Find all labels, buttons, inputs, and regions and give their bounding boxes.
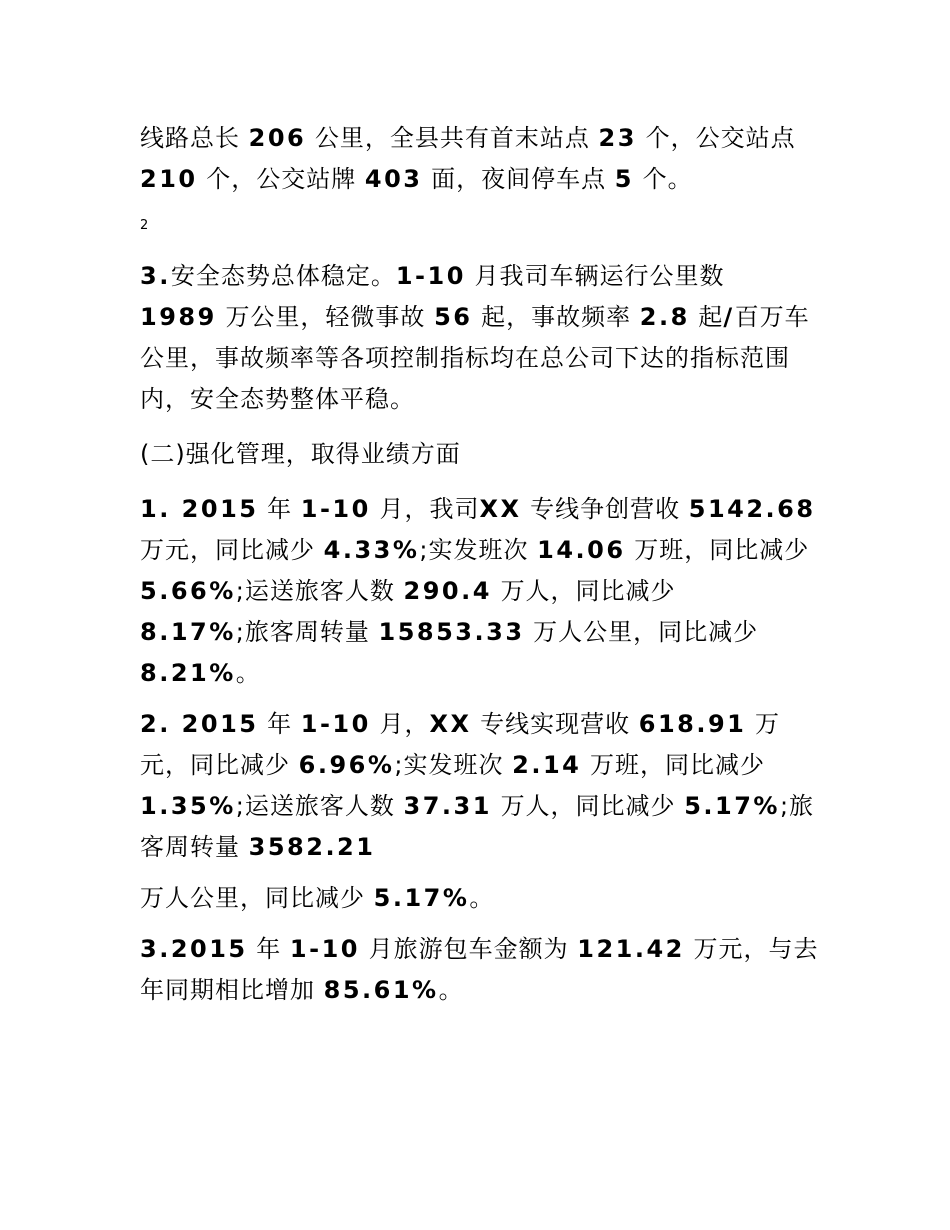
number: 1-10 (300, 495, 371, 523)
number: 290.4 (403, 577, 492, 605)
number: 23 (598, 124, 637, 152)
paragraph-line-two-continued (140, 878, 820, 919)
number: 15853.33 (378, 618, 525, 646)
number: 85.61% (323, 976, 439, 1004)
text: 。 (438, 976, 464, 1004)
number: 3582.21 (248, 833, 376, 861)
text: 。 (235, 659, 261, 687)
text: 个，公交站牌 (206, 165, 357, 193)
text: 个，公交站点 (645, 124, 796, 152)
text: 起 (698, 303, 724, 331)
number: 56 (434, 303, 473, 331)
number: 618.91 (638, 710, 747, 738)
text: 专线争创营收 (530, 495, 681, 523)
number: XX (479, 495, 522, 523)
text: 面，夜间停车点 (431, 165, 607, 193)
section-heading: (二)强化管理，取得业绩方面 (140, 440, 461, 468)
number: 4.33% (323, 536, 420, 564)
number: 1989 (140, 303, 217, 331)
paragraph-route-stats (140, 118, 820, 200)
number: 1-10 (395, 262, 466, 290)
text: 月， (379, 710, 430, 738)
text: 万人，同比减少 (500, 792, 676, 820)
number: / (723, 303, 735, 331)
number: 210 (140, 165, 198, 193)
number: 2.14 (512, 751, 582, 779)
number: 121.42 (577, 935, 685, 963)
text: 专线实现营收 (480, 710, 631, 738)
text: 年 (267, 710, 293, 738)
text: 万元，同比减少 (140, 536, 315, 564)
number: 5.66% (140, 577, 236, 605)
paragraph-tour-charter (140, 929, 820, 1011)
text: 月我司车辆运行公里数 (474, 262, 725, 290)
number: 5142.68 (688, 495, 816, 523)
text: 安全态势总体稳定。 (170, 262, 396, 290)
text: 线路总长 (140, 124, 240, 152)
text: 个。 (642, 165, 693, 193)
text: 万班，同比减少 (590, 751, 765, 779)
document-page (140, 118, 820, 1011)
number: 14.06 (537, 536, 626, 564)
paragraph-line-one-stats (140, 489, 820, 694)
text: 年 (267, 495, 293, 523)
text: 万元，与去年同期相比增加 (140, 935, 819, 1004)
number: 5.17% (684, 792, 780, 820)
number: 1-10 (300, 710, 371, 738)
text: 万班，同比减少 (634, 536, 810, 564)
text: 百万车公里，事故频率等各项控制指标均在总公司下达的指标范围内，安全态势整体平稳。 (140, 303, 810, 413)
text: 月旅游包车金额为 (368, 935, 569, 963)
text: 年 (256, 935, 282, 963)
text: 万人公里，同比减少 (533, 618, 759, 646)
number: 3.2015 (140, 935, 248, 963)
text: ;实发班次 (419, 536, 529, 564)
text: ;旅客周转量 (235, 618, 370, 646)
number: 2. 2015 (140, 710, 259, 738)
paragraph-safety (140, 256, 820, 420)
text: 月，我司 (379, 495, 480, 523)
number: 1.35% (140, 792, 236, 820)
paragraph-line-two-stats (140, 704, 820, 868)
number: 3. (140, 262, 171, 290)
number: XX (429, 710, 472, 738)
number: 6.96% (298, 751, 395, 779)
number: 1. 2015 (140, 495, 259, 523)
text: 起，事故频率 (481, 303, 632, 331)
number: 1-10 (289, 935, 360, 963)
number: 5 (614, 165, 634, 193)
text: 万人公里，同比减少 (140, 884, 365, 912)
number: 206 (248, 124, 307, 152)
number: 37.31 (403, 792, 492, 820)
text: 公里，全县共有首末站点 (314, 124, 590, 152)
number: 2.8 (639, 303, 690, 331)
text: 万公里，轻微事故 (225, 303, 426, 331)
page-number: 2 (140, 218, 149, 233)
number: 8.17% (140, 618, 236, 646)
text: 万元，同比减少 (140, 710, 781, 779)
text: ;旅客周转量 (140, 792, 815, 861)
text: ;运送旅客人数 (235, 577, 395, 605)
text: ;运送旅客人数 (235, 792, 395, 820)
number: 403 (364, 165, 423, 193)
text: 万人，同比减少 (500, 577, 676, 605)
text: 。 (469, 884, 495, 912)
number: 5.17% (373, 884, 470, 912)
text: ;实发班次 (394, 751, 504, 779)
number: 8.21% (140, 659, 236, 687)
